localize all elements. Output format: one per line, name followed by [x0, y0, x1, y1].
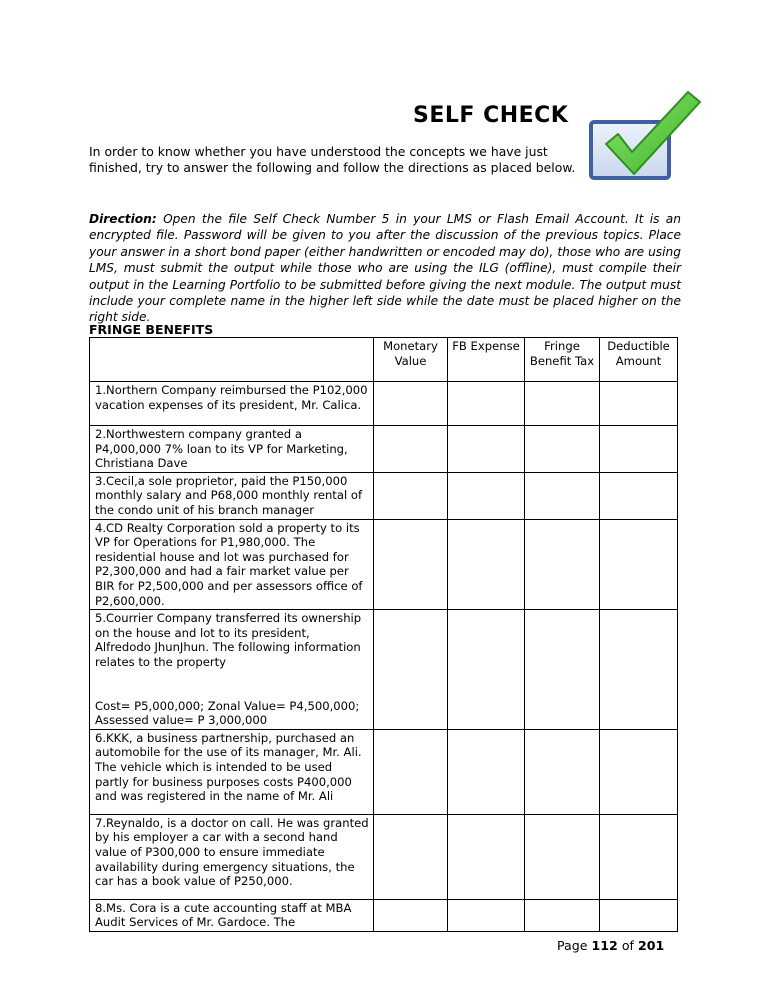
- header-fringe-benefit-tax: Fringe Benefit Tax: [525, 338, 600, 382]
- direction-label: Direction:: [89, 212, 157, 226]
- answer-cell[interactable]: [374, 382, 448, 426]
- intro-paragraph: In order to know whether you have understood the concepts we have just finished, try to answer the following and follow the directions as placed below.: [89, 144, 576, 175]
- table-row: [90, 519, 678, 610]
- answer-cell[interactable]: [525, 610, 600, 730]
- answer-cell[interactable]: [374, 426, 448, 473]
- section-title: FRINGE BENEFITS: [89, 322, 214, 337]
- checkbox-check-icon: [584, 86, 704, 182]
- table-row: [90, 472, 678, 519]
- question-cell: 6.KKK, a business partnership, purchased an automobile for the use of its manager, Mr. Ali. The vehicle which is intended to be used partly for business purposes costs P400,000 and was registered in the name of Mr. Ali: [90, 729, 374, 814]
- question-cell: 4.CD Realty Corporation sold a property to its VP for Operations for P1,980,000. The residential house and lot was purchased for P2,300,000 and had a fair market value per BIR for P2,500,000 and per assessors office of P2,600,000.: [90, 519, 374, 610]
- table-header-row: [90, 338, 678, 382]
- answer-cell[interactable]: [448, 610, 525, 730]
- table-row: [90, 426, 678, 473]
- page-of: of: [621, 938, 634, 953]
- question-cell: 1.Northern Company reimbursed the P102,000 vacation expenses of its president, Mr. Calica.: [90, 382, 374, 426]
- answer-cell[interactable]: [525, 472, 600, 519]
- answer-cell[interactable]: [525, 899, 600, 931]
- answer-cell[interactable]: [448, 899, 525, 931]
- fringe-benefits-table: [89, 337, 678, 932]
- answer-cell[interactable]: [374, 610, 448, 730]
- answer-cell[interactable]: [600, 519, 678, 610]
- answer-cell[interactable]: [600, 426, 678, 473]
- answer-cell[interactable]: [525, 729, 600, 814]
- table-row: [90, 729, 678, 814]
- table-row: [90, 814, 678, 899]
- answer-cell[interactable]: [374, 472, 448, 519]
- page-total: 201: [637, 938, 665, 953]
- answer-cell[interactable]: [374, 729, 448, 814]
- header-monetary-value: Monetary Value: [374, 338, 448, 382]
- answer-cell[interactable]: [374, 899, 448, 931]
- answer-cell[interactable]: [448, 382, 525, 426]
- question-cell: 8.Ms. Cora is a cute accounting staff at MBA Audit Services of Mr. Gardoce. The: [90, 899, 374, 931]
- question-cell: 7.Reynaldo, is a doctor on call. He was granted by his employer a car with a second hand value of P300,000 to ensure immediate availability during emergency situations, the car has a book value of P250,000.: [90, 814, 374, 899]
- question-cell: 5.Courrier Company transferred its ownership on the house and lot to its president, Alfredodo JhunJhun. The following information relates to the property Cost= P5,000,000; Zonal Value= P4,500,000; Assessed value= P 3,000,000: [90, 610, 374, 730]
- header-item: [90, 338, 374, 382]
- answer-cell[interactable]: [600, 814, 678, 899]
- page-title: SELF CHECK: [413, 103, 569, 128]
- answer-cell[interactable]: [600, 610, 678, 730]
- answer-cell[interactable]: [600, 382, 678, 426]
- header-fb-expense: FB Expense: [448, 338, 525, 382]
- page-prefix: Page: [557, 938, 588, 953]
- header-deductible-amount: Deductible Amount: [600, 338, 678, 382]
- answer-cell[interactable]: [374, 814, 448, 899]
- question-cell: 3.Cecil,a sole proprietor, paid the P150,000 monthly salary and P68,000 monthly rental of the condo unit of his branch manager: [90, 472, 374, 519]
- answer-cell[interactable]: [600, 899, 678, 931]
- answer-cell[interactable]: [448, 426, 525, 473]
- answer-cell[interactable]: [525, 426, 600, 473]
- answer-cell[interactable]: [374, 519, 448, 610]
- table-row: [90, 610, 678, 730]
- answer-cell[interactable]: [525, 382, 600, 426]
- direction-paragraph: [89, 211, 681, 326]
- answer-cell[interactable]: [448, 519, 525, 610]
- page-current: 112: [591, 938, 618, 953]
- direction-text: Open the file Self Check Number 5 in your LMS or Flash Email Account. It is an encrypted file. Password will be given to you after the discussion of the previous topics. Place your answer in a short bond paper (either handwritten or encoded may do), those who are using LMS, must submit the output while those who are using the ILG (offline), must compile their output in the Learning Portfolio to be submitted before giving the next module. The output must include your complete name in the higher left side while the date must be placed higher on the right side.: [89, 212, 681, 325]
- table-row: [90, 382, 678, 426]
- answer-cell[interactable]: [525, 814, 600, 899]
- answer-cell[interactable]: [448, 814, 525, 899]
- question-cell: 2.Northwestern company granted a P4,000,000 7% loan to its VP for Marketing, Christiana Dave: [90, 426, 374, 473]
- answer-cell[interactable]: [525, 519, 600, 610]
- answer-cell[interactable]: [600, 729, 678, 814]
- answer-cell[interactable]: [600, 472, 678, 519]
- table-row: [90, 899, 678, 931]
- page-number: [557, 938, 664, 953]
- answer-cell[interactable]: [448, 472, 525, 519]
- answer-cell[interactable]: [448, 729, 525, 814]
